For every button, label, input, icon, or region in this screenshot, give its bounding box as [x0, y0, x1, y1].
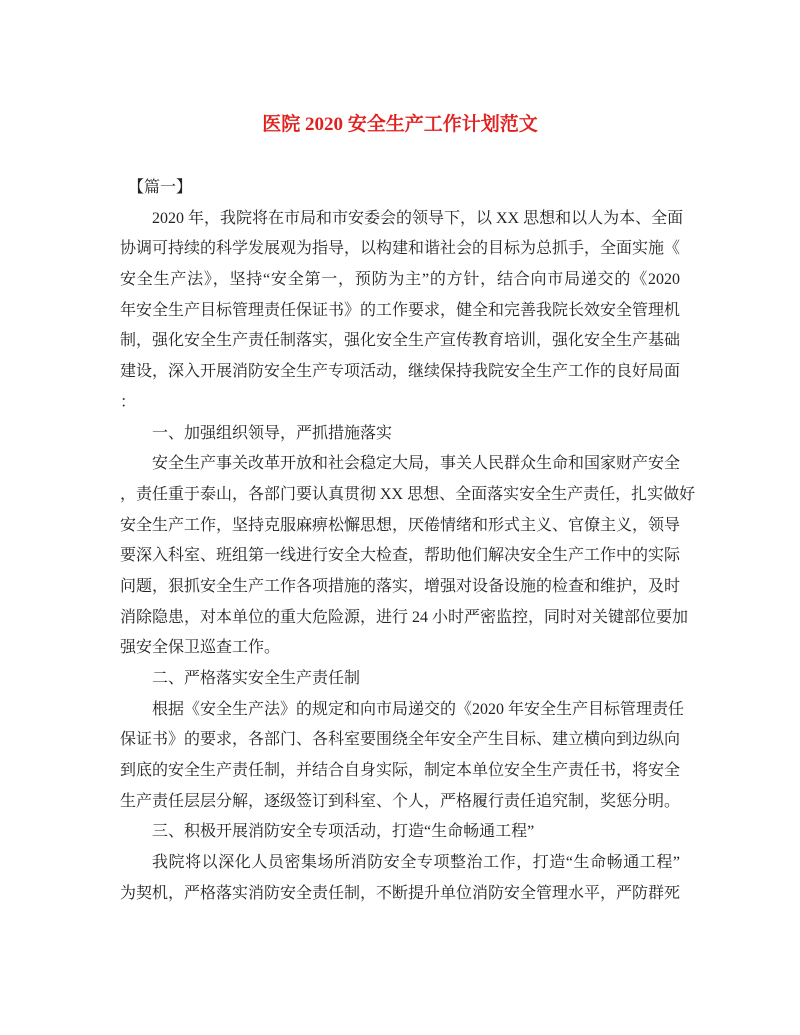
paragraph — [120, 204, 684, 419]
paragraph-line: 生产责任层层分解，逐级签订到科室、个人，严格履行责任追究制，奖惩分明。 — [120, 792, 681, 810]
paragraph-line: 安全生产事关改革开放和社会稳定大局，事关人民群众生命和国家财产安全 — [152, 455, 681, 473]
paragraph — [120, 449, 696, 664]
paragraph-line: 要深入科室、班组第一线进行安全大检查，帮助他们解决安全生产工作中的实际 — [120, 547, 681, 565]
section-heading — [120, 664, 680, 695]
paragraph-line: 我院将以深化人员密集场所消防安全专项整治工作，打造“生命畅通工程” — [152, 854, 680, 872]
paragraph-line: 问题，狠抓安全生产工作各项措施的落实，增强对设备设施的检查和维护，及时 — [120, 577, 681, 595]
paragraph-line: 安全生产法》，坚持“安全第一，预防为主”的方针，结合向市局递交的《2020 — [120, 271, 680, 289]
paragraph-line: 年安全生产目标管理责任保证书》的工作要求，健全和完善我院长效安全管理机 — [120, 301, 681, 319]
paragraph-line: ： — [120, 393, 137, 411]
paragraph-line: 消除隐患，对本单位的重大危险源，进行 24 小时严密监控，同时对关键部位要加 — [120, 608, 689, 626]
paragraph-line: 为契机，严格落实消防安全责任制，不断提升单位消防安全管理水平，严防群死 — [120, 884, 681, 902]
document-title: 医院 2020 安全生产工作计划范文 — [262, 114, 538, 135]
paragraph — [120, 848, 680, 909]
paragraph-line: 2020 年，我院将在市局和市安委会的领导下，以 XX 思想和以人为本、全面 — [152, 209, 684, 227]
paragraph-line: 协调可持续的科学发展观为指导，以构建和谐社会的目标为总抓手，全面实施《 — [120, 240, 681, 258]
paragraph-line: 到底的安全生产责任制，并结合自身实际，制定本单位安全生产责任书，将安全 — [120, 762, 681, 780]
paragraph-line: 安全生产工作，坚持克服麻痹松懈思想，厌倦情绪和形式主义、官僚主义，领导 — [120, 516, 681, 534]
paragraph-line: 建设，深入开展消防安全生产专项活动，继续保持我院安全生产工作的良好局面 — [120, 363, 681, 381]
paragraph-line: 根据《安全生产法》的规定和向市局递交的《2020 年安全生产目标管理责任 — [152, 700, 685, 718]
section-heading — [120, 817, 680, 848]
document-body — [120, 173, 696, 910]
paragraph-line: 保证书》的要求，各部门、各科室要围绕全年安全产生目标、建立横向到边纵向 — [120, 731, 681, 749]
paragraph-line: 强安全保卫巡查工作。 — [120, 639, 281, 657]
heading-text: 二、严格落实安全生产责任制 — [152, 670, 361, 687]
paragraph-line: ，责任重于泰山，各部门要认真贯彻 XX 思想、全面落实安全生产责任，扎实做好 — [120, 485, 696, 503]
section-heading — [120, 419, 680, 450]
paragraph — [120, 695, 685, 818]
heading-text: 一、加强组织领导，严抓措施落实 — [152, 424, 393, 442]
heading-text: 三、积极开展消防安全专项活动，打造“生命畅通工程” — [152, 823, 535, 841]
paragraph-line: 制，强化安全生产责任制落实，强化安全生产宣传教育培训，强化安全生产基础 — [120, 332, 681, 350]
section-label: 【篇一】 — [128, 179, 193, 196]
